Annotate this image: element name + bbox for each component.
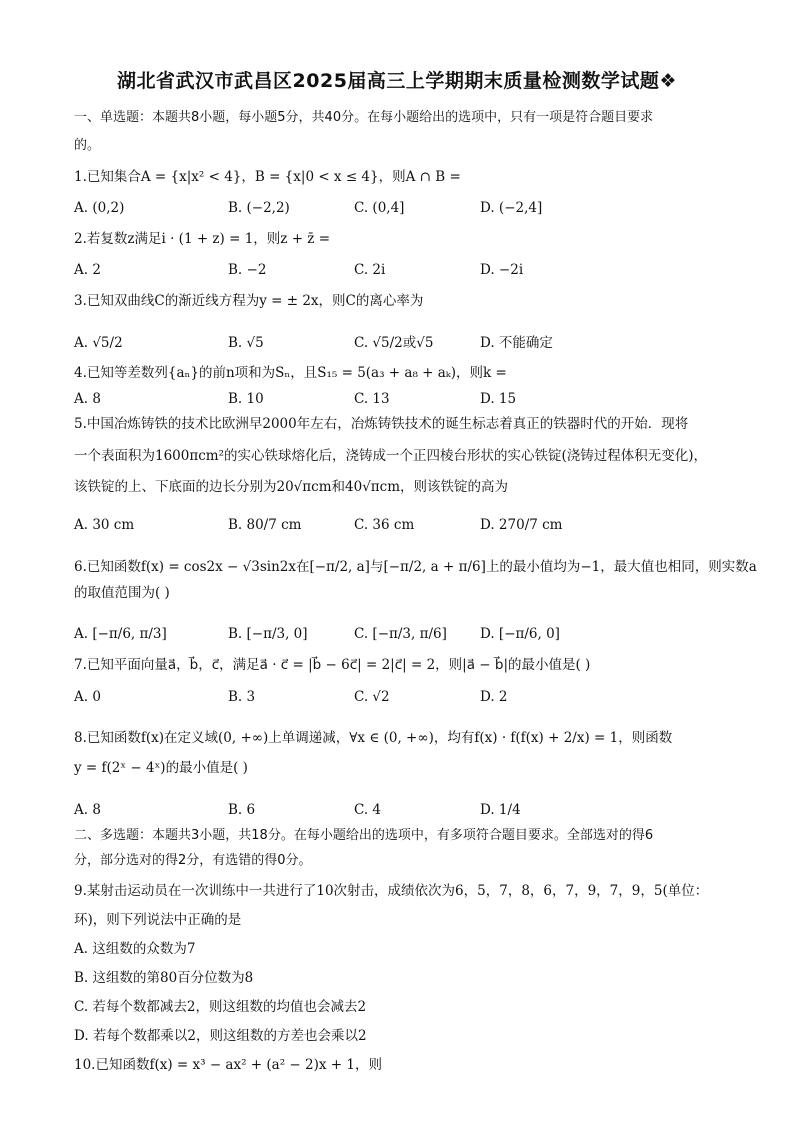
question-5-option-c: C. 36 cm <box>354 517 415 533</box>
question-8-option-c: C. 4 <box>354 802 382 818</box>
question-3-stem: 3.已知双曲线C的渐近线方程为y = ± 2x，则C的离心率为 <box>74 293 424 309</box>
question-5-line-1: 5.中国冶炼铸铁的技术比欧洲早2000年左右，冶炼铸铁技术的诞生标志着真正的铁器时代的开始．现将 <box>74 416 689 432</box>
question-3-option-a: A. √5/2 <box>74 335 123 351</box>
question-9-option-a: A. 这组数的众数为7 <box>74 941 196 957</box>
question-3-option-d: D. 不能确定 <box>480 335 553 351</box>
question-8-option-d: D. 1/4 <box>480 802 521 818</box>
question-5-line-2: 一个表面积为1600πcm²的实心铁球熔化后，浇铸成一个正四棱台形状的实心铁锭(浇铸过程体积无变化)， <box>74 448 708 464</box>
question-2-option-d: D. −2i <box>480 262 524 278</box>
question-4-stem: 4.已知等差数列{aₙ}的前n项和为Sₙ，且S₁₅ = 5(a₃ + a₈ + aₖ)，则k = <box>74 365 507 381</box>
question-1-option-c: C. (0,4] <box>354 200 405 216</box>
question-6-option-a: A. [−π/6, π/3] <box>74 626 167 642</box>
question-4-option-d: D. 15 <box>480 391 517 407</box>
question-1-option-b: B. (−2,2) <box>228 200 290 216</box>
question-8-option-a: A. 8 <box>74 802 101 818</box>
section-1-header-line-1: 一、单选题：本题共8小题，每小题5分，共40分。在每小题给出的选项中，只有一项是符合题目要求 <box>74 110 654 125</box>
question-9-option-d: D. 若每个数都乘以2，则这组数的方差也会乘以2 <box>74 1028 367 1044</box>
question-8-line-2: y = f(2ˣ − 4ˣ)的最小值是( ) <box>74 760 248 776</box>
question-1-option-d: D. (−2,4] <box>480 200 543 216</box>
question-9-line-1: 9.某射击运动员在一次训练中一共进行了10次射击，成绩依次为6，5，7，8，6，7，9，7，9，5(单位： <box>74 883 709 899</box>
question-2-option-a: A. 2 <box>74 262 101 278</box>
question-4-option-b: B. 10 <box>228 391 264 407</box>
question-10-stem: 10.已知函数f(x) = x³ − ax² + (a² − 2)x + 1，则 <box>74 1057 382 1073</box>
question-2-stem: 2.若复数z满足i · (1 + z) = 1，则z + z̄ = <box>74 231 331 247</box>
question-9-option-c: C. 若每个数都减去2，则这组数的均值也会减去2 <box>74 999 367 1015</box>
question-1-stem: 1.已知集合A = {x|x² < 4}，B = {x|0 < x ≤ 4}，则A ∩ B = <box>74 169 461 185</box>
question-5-option-a: A. 30 cm <box>74 517 135 533</box>
question-3-option-b: B. √5 <box>228 335 264 351</box>
question-7-option-a: A. 0 <box>74 689 101 705</box>
question-8-option-b: B. 6 <box>228 802 256 818</box>
page-title: 湖北省武汉市武昌区2025届高三上学期期末质量检测数学试题❖ <box>117 70 677 92</box>
question-8-line-1: 8.已知函数f(x)在定义域(0, +∞)上单调递减，∀x ∈ (0, +∞)，均有f(x) · f(f(x) + 2/x) = 1，则函数 <box>74 730 673 746</box>
question-4-option-a: A. 8 <box>74 391 101 407</box>
question-5-line-3: 该铁锭的上、下底面的边长分别为20√πcm和40√πcm，则该铁锭的高为 <box>74 479 509 495</box>
question-5-option-b: B. 80/7 cm <box>228 517 302 533</box>
section-2-header-line-1: 二、多选题：本题共3小题，共18分。在每小题给出的选项中，有多项符合题目要求。全部选对的得6 <box>74 828 654 843</box>
section-2-header-line-2: 分，部分选对的得2分，有选错的得0分。 <box>74 853 312 868</box>
question-7-stem: 7.已知平面向量a⃗，b⃗，c⃗，满足a⃗ · c⃗ = |b⃗ − 6c⃗| = 2|c⃗| = 2，则|a⃗ − b⃗|的最小值是( ) <box>74 657 591 673</box>
question-6-line-1: 6.已知函数f(x) = cos2x − √3sin2x在[−π/2, a]与[−π/2, a + π/6]上的最小值均为−1，最大值也相同，则实数a <box>74 559 757 575</box>
question-7-option-b: B. 3 <box>228 689 256 705</box>
question-7-option-c: C. √2 <box>354 689 390 705</box>
question-6-option-d: D. [−π/6, 0] <box>480 626 560 642</box>
question-6-line-2: 的取值范围为( ) <box>74 585 170 601</box>
question-6-option-c: C. [−π/3, π/6] <box>354 626 447 642</box>
question-4-option-c: C. 13 <box>354 391 390 407</box>
question-7-option-d: D. 2 <box>480 689 508 705</box>
question-9-line-2: 环)，则下列说法中正确的是 <box>74 912 242 928</box>
question-5-option-d: D. 270/7 cm <box>480 517 563 533</box>
section-1-header-line-2: 的。 <box>74 138 101 153</box>
question-2-option-c: C. 2i <box>354 262 386 278</box>
question-3-option-c: C. √5/2或√5 <box>354 335 434 351</box>
question-6-option-b: B. [−π/3, 0] <box>228 626 308 642</box>
question-1-option-a: A. (0,2) <box>74 200 125 216</box>
question-2-option-b: B. −2 <box>228 262 267 278</box>
question-9-option-b: B. 这组数的第80百分位数为8 <box>74 970 254 986</box>
